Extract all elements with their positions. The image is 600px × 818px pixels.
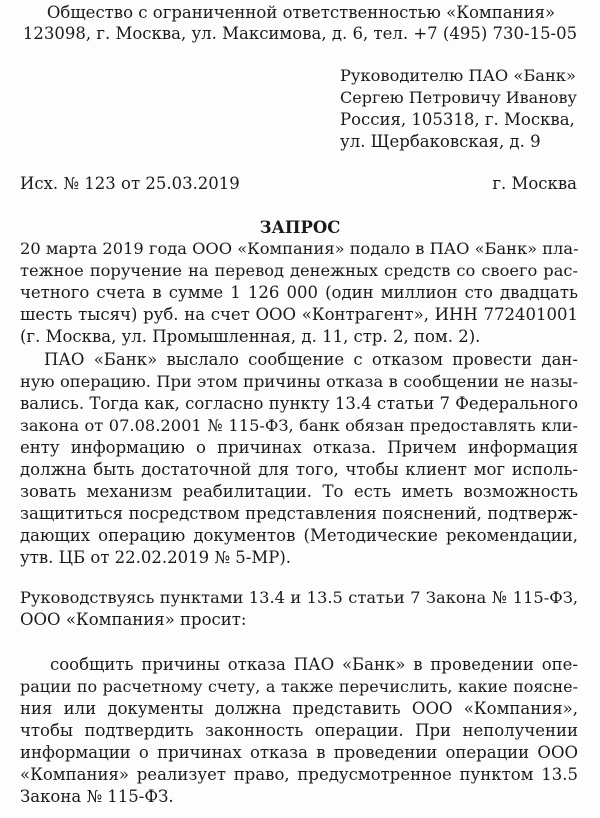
paragraph3-line: Руководствуясь пунктами 13.4 и 13.5 статьи 7 Закона № 115-ФЗ, bbox=[20, 588, 578, 607]
paragraph1-line: шесть тысяч) руб. на счет ООО «Контрагент», ИНН 772401001 bbox=[20, 305, 578, 324]
paragraph2-line: дающих операцию документов (Методические рекомендации, bbox=[20, 526, 578, 545]
company-address: 123098, г. Москва, ул. Максимова, д. 6, тел. +7 (495) 730-15-05 bbox=[22, 24, 578, 43]
paragraph4-line: информации о причинах отказа в проведении операции ООО bbox=[20, 743, 578, 762]
paragraph2-line: ПАО «Банк» выслало сообщение с отказом провести дан- bbox=[44, 350, 578, 369]
document-city: г. Москва bbox=[492, 174, 577, 193]
paragraph4-line: сообщить причины отказа ПАО «Банк» в проведении опе- bbox=[50, 655, 578, 674]
paragraph1-line: четного счета в сумме 1 126 000 (один миллион сто двадцать bbox=[20, 283, 578, 302]
paragraph1-line: 20 марта 2019 года ООО «Компания» подало в ПАО «Банк» пла- bbox=[20, 239, 579, 258]
paragraph2-line: зовать механизм реабилитации. То есть иметь возможность bbox=[20, 482, 578, 501]
paragraph4-line: чтобы подтвердить законность операции. При неполучении bbox=[20, 721, 578, 740]
paragraph2-line: защититься посредством представления пояснений, подтверж- bbox=[20, 504, 578, 523]
paragraph4-line: «Компания» реализует право, предусмотренное пунктом 13.5 bbox=[20, 765, 578, 784]
document-title: ЗАПРОС bbox=[259, 218, 341, 237]
recipient-position: Руководителю ПАО «Банк» bbox=[340, 66, 576, 85]
recipient-name: Сергею Петровичу Иванову bbox=[340, 88, 577, 107]
company-name: Общество с ограниченной ответственностью «Компания» bbox=[46, 3, 556, 22]
paragraph2-line: должна быть достаточной для того, чтобы клиент мог исполь- bbox=[20, 460, 578, 479]
paragraph2-line: ную операцию. При этом причины отказа в сообщении не назы- bbox=[20, 372, 578, 391]
paragraph1-line: тежное поручение на перевод денежных средств со своего рас- bbox=[20, 261, 578, 280]
outgoing-number: Исх. № 123 от 25.03.2019 bbox=[20, 174, 240, 193]
recipient-address-line2: ул. Щербаковская, д. 9 bbox=[340, 132, 541, 151]
paragraph4-line: Закона № 115-ФЗ. bbox=[20, 787, 174, 806]
paragraph4-line: ния или документы должна представить ООО «Компания», bbox=[20, 699, 578, 718]
paragraph1-line: (г. Москва, ул. Промышленная, д. 11, стр. 2, пом. 2). bbox=[20, 327, 481, 346]
recipient-address-line1: Россия, 105318, г. Москва, bbox=[340, 110, 575, 129]
paragraph4-line: рации по расчетному счету, а также перечислить, какие поясне- bbox=[20, 677, 578, 696]
paragraph2-line: утв. ЦБ от 22.02.2019 № 5-МР). bbox=[20, 548, 292, 567]
paragraph2-line: енту информацию о причинах отказа. Причем информация bbox=[20, 438, 578, 457]
paragraph3-line: ООО «Компания» просит: bbox=[20, 610, 247, 629]
paragraph2-line: вались. Тогда как, согласно пункту 13.4 статьи 7 Федерального bbox=[20, 394, 578, 413]
paragraph2-line: закона от 07.08.2001 № 115-ФЗ, банк обязан предоставлять кли- bbox=[20, 416, 578, 435]
